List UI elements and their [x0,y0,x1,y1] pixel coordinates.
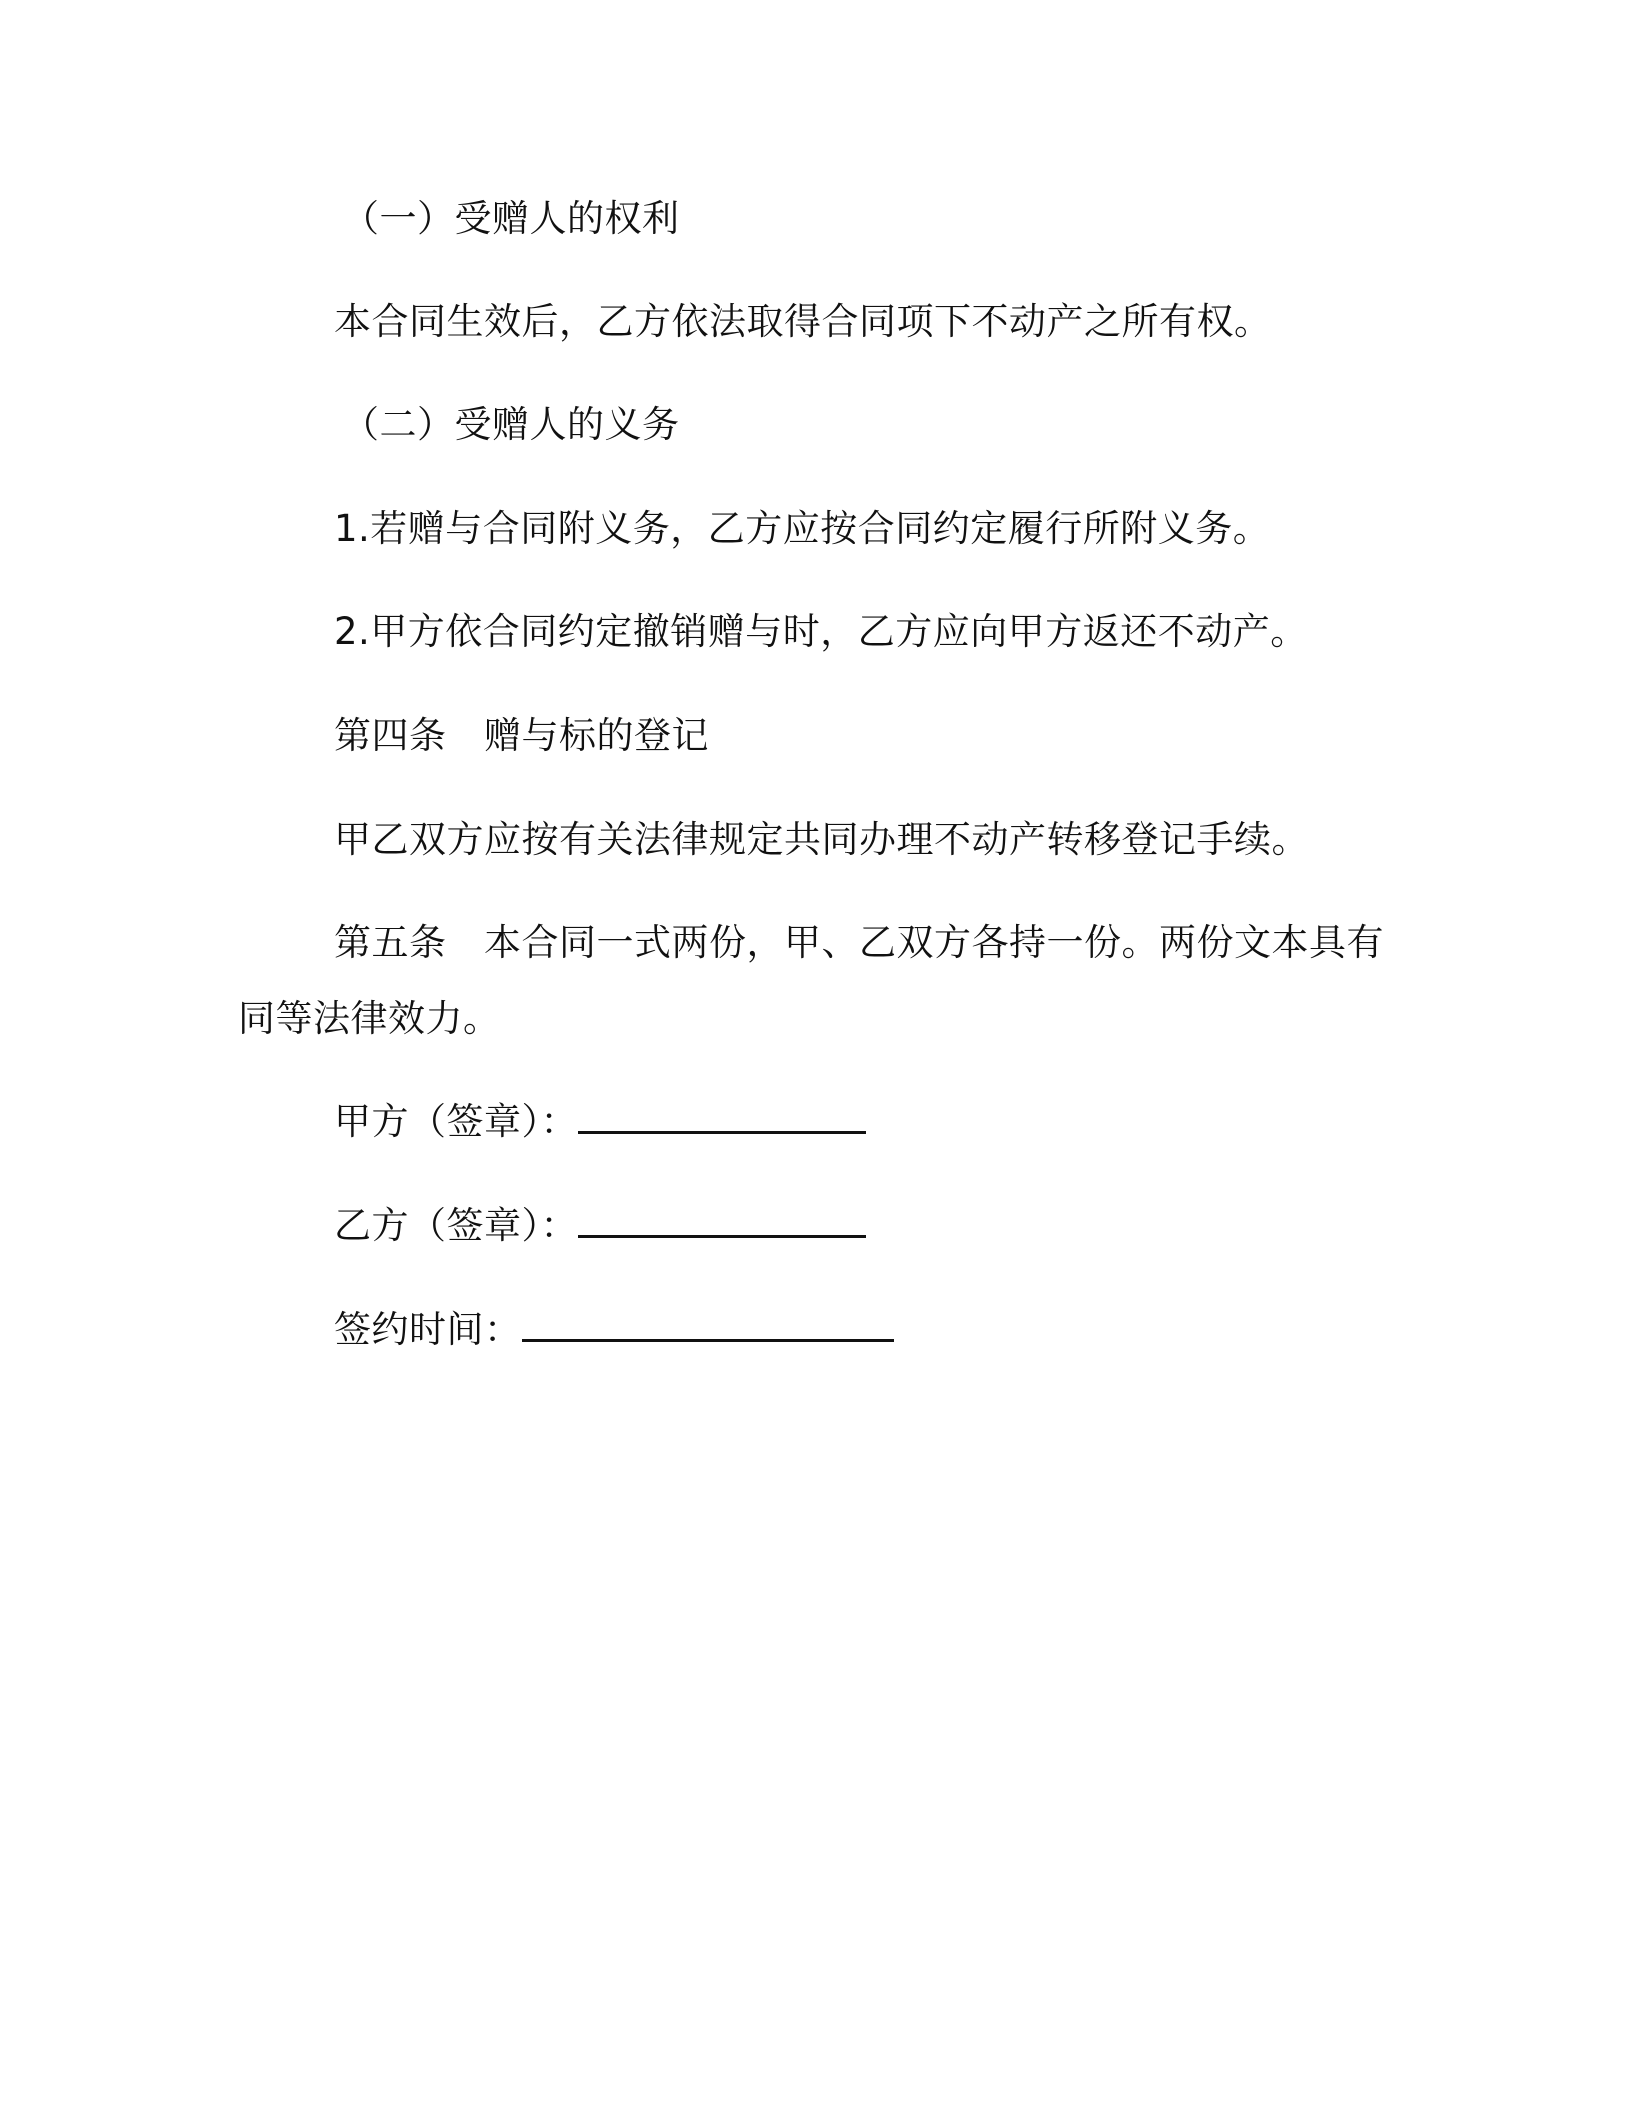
duty-item-1: 1.若赠与合同附义务，乙方应按合同约定履行所附义务。 [334,507,1271,550]
article-5-line-2: 同等法律效力。 [238,997,501,1040]
duty-item-2: 2.甲方依合同约定撤销赠与时，乙方应向甲方返还不动产。 [334,610,1308,653]
signing-date-label: 签约时间： [334,1308,522,1351]
article-4-text: 甲乙双方应按有关法律规定共同办理不动产转移登记手续。 [334,818,1309,861]
party-b-label: 乙方（签章）： [334,1204,578,1247]
recipient-rights-text: 本合同生效后，乙方依法取得合同项下不动产之所有权。 [334,300,1272,343]
signing-date-row [334,1304,894,1356]
signing-date-blank [522,1305,894,1342]
recipient-rights-heading: （一）受赠人的权利 [342,197,680,240]
party-a-label: 甲方（签章）： [334,1100,578,1143]
party-b-signature-blank [578,1201,866,1238]
article-4-heading: 第四条 赠与标的登记 [334,714,709,757]
party-b-signature-row [334,1200,866,1252]
party-a-signature-row [334,1096,866,1148]
party-a-signature-blank [578,1097,866,1134]
recipient-duties-heading: （二）受赠人的义务 [342,403,680,446]
article-5-line-1: 第五条 本合同一式两份，甲、乙双方各持一份。两份文本具有 [334,921,1384,964]
